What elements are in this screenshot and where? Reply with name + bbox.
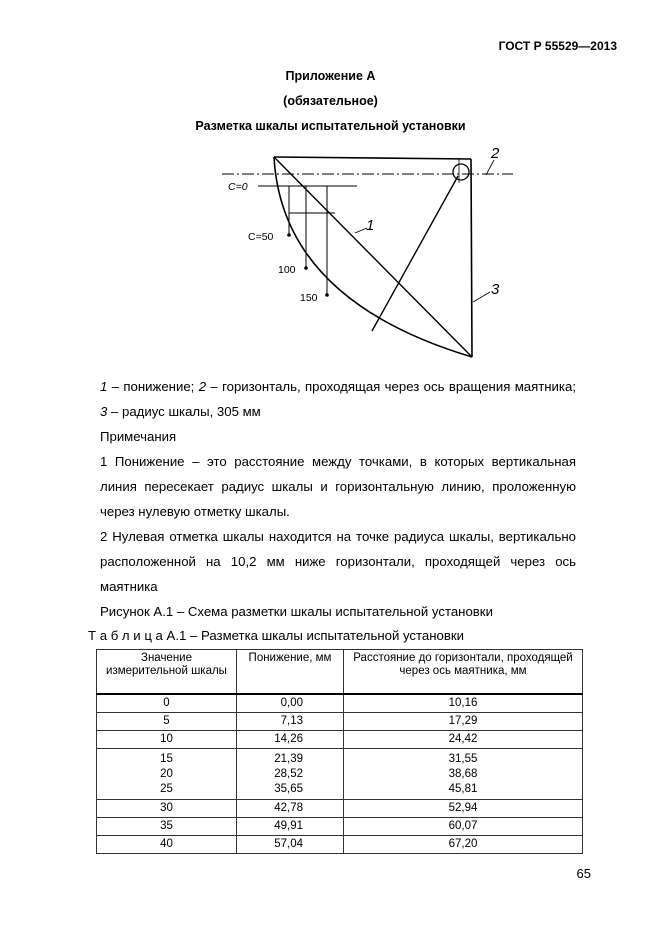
notes-title: Примечания xyxy=(100,429,177,444)
legend-text-1: – понижение; xyxy=(107,379,199,394)
label-150: 150 xyxy=(300,292,318,304)
callout-1: 1 xyxy=(366,217,375,234)
legend-num-2: 2 xyxy=(198,379,207,394)
standard-header: ГОСТ Р 55529—2013 xyxy=(498,39,617,53)
label-100: 100 xyxy=(278,264,296,276)
mark-point-100 xyxy=(304,266,308,270)
table-row: 10 14,26 24,42 xyxy=(97,731,583,749)
figure-caption: Рисунок А.1 – Схема разметки шкалы испытательной установки xyxy=(100,604,493,619)
appendix-status: (обязательное) xyxy=(283,94,378,108)
legend-num-1: 1 xyxy=(100,379,108,394)
table-row: 30 42,78 52,94 xyxy=(97,800,583,818)
col-header-drop: Понижение, мм xyxy=(237,650,344,695)
top-edge xyxy=(274,157,471,159)
col-header-distance: Расстояние до горизонтали, проходящей через ось маятника, мм xyxy=(344,650,583,695)
pendulum-radius-line xyxy=(372,176,458,331)
table-row: 5 7,13 17,29 xyxy=(97,713,583,731)
table-row: 35 49,91 60,07 xyxy=(97,818,583,836)
pivot-circle xyxy=(453,164,469,180)
scale-radius-vertical xyxy=(471,159,472,357)
diagonal-line xyxy=(274,157,472,357)
mark-point-c50 xyxy=(287,233,291,237)
table-row: 0 0,00 10,16 xyxy=(97,694,583,713)
legend-text-2: – горизонталь, проходящая через ось вращения маятника; xyxy=(206,379,576,394)
legend-text-3: – радиус шкалы, 305 мм xyxy=(107,404,261,419)
label-c50: C=50 xyxy=(248,231,274,243)
figure-legend xyxy=(100,374,576,424)
page-number: 65 xyxy=(576,866,591,881)
table-caption: Т а б л и ц а А.1 – Разметка шкалы испытательной установки xyxy=(88,628,464,643)
appendix-title: Приложение А xyxy=(285,69,376,83)
callout-2: 2 xyxy=(491,145,500,162)
table-row-group: 15 20 25 21,39 28,52 35,65 31,55 38,68 45,81 xyxy=(97,749,583,800)
appendix-heading: Разметка шкалы испытательной установки xyxy=(195,119,466,133)
mark-point-150 xyxy=(325,293,329,297)
note-2: 2 Нулевая отметка шкалы находится на точке радиуса шкалы, вертикально расположенной на 10,2 мм ниже горизонтали, проходящей через ось маятника xyxy=(100,529,576,594)
table-row: 40 57,04 67,20 xyxy=(97,836,583,854)
note-1: 1 Понижение – это расстояние между точками, в которых вертикальная линия пересекает радиус шкалы и горизонтальную линию, проложенную через нулевую отметку шкалы. xyxy=(100,454,576,519)
label-c0: C=0 xyxy=(228,181,248,193)
scale-marking-table xyxy=(96,649,583,854)
callout-3: 3 xyxy=(491,281,500,298)
legend-num-3: 3 xyxy=(100,404,108,419)
scale-marking-diagram xyxy=(0,0,661,380)
col-header-scale: Значение измерительной шкалы xyxy=(97,650,237,695)
